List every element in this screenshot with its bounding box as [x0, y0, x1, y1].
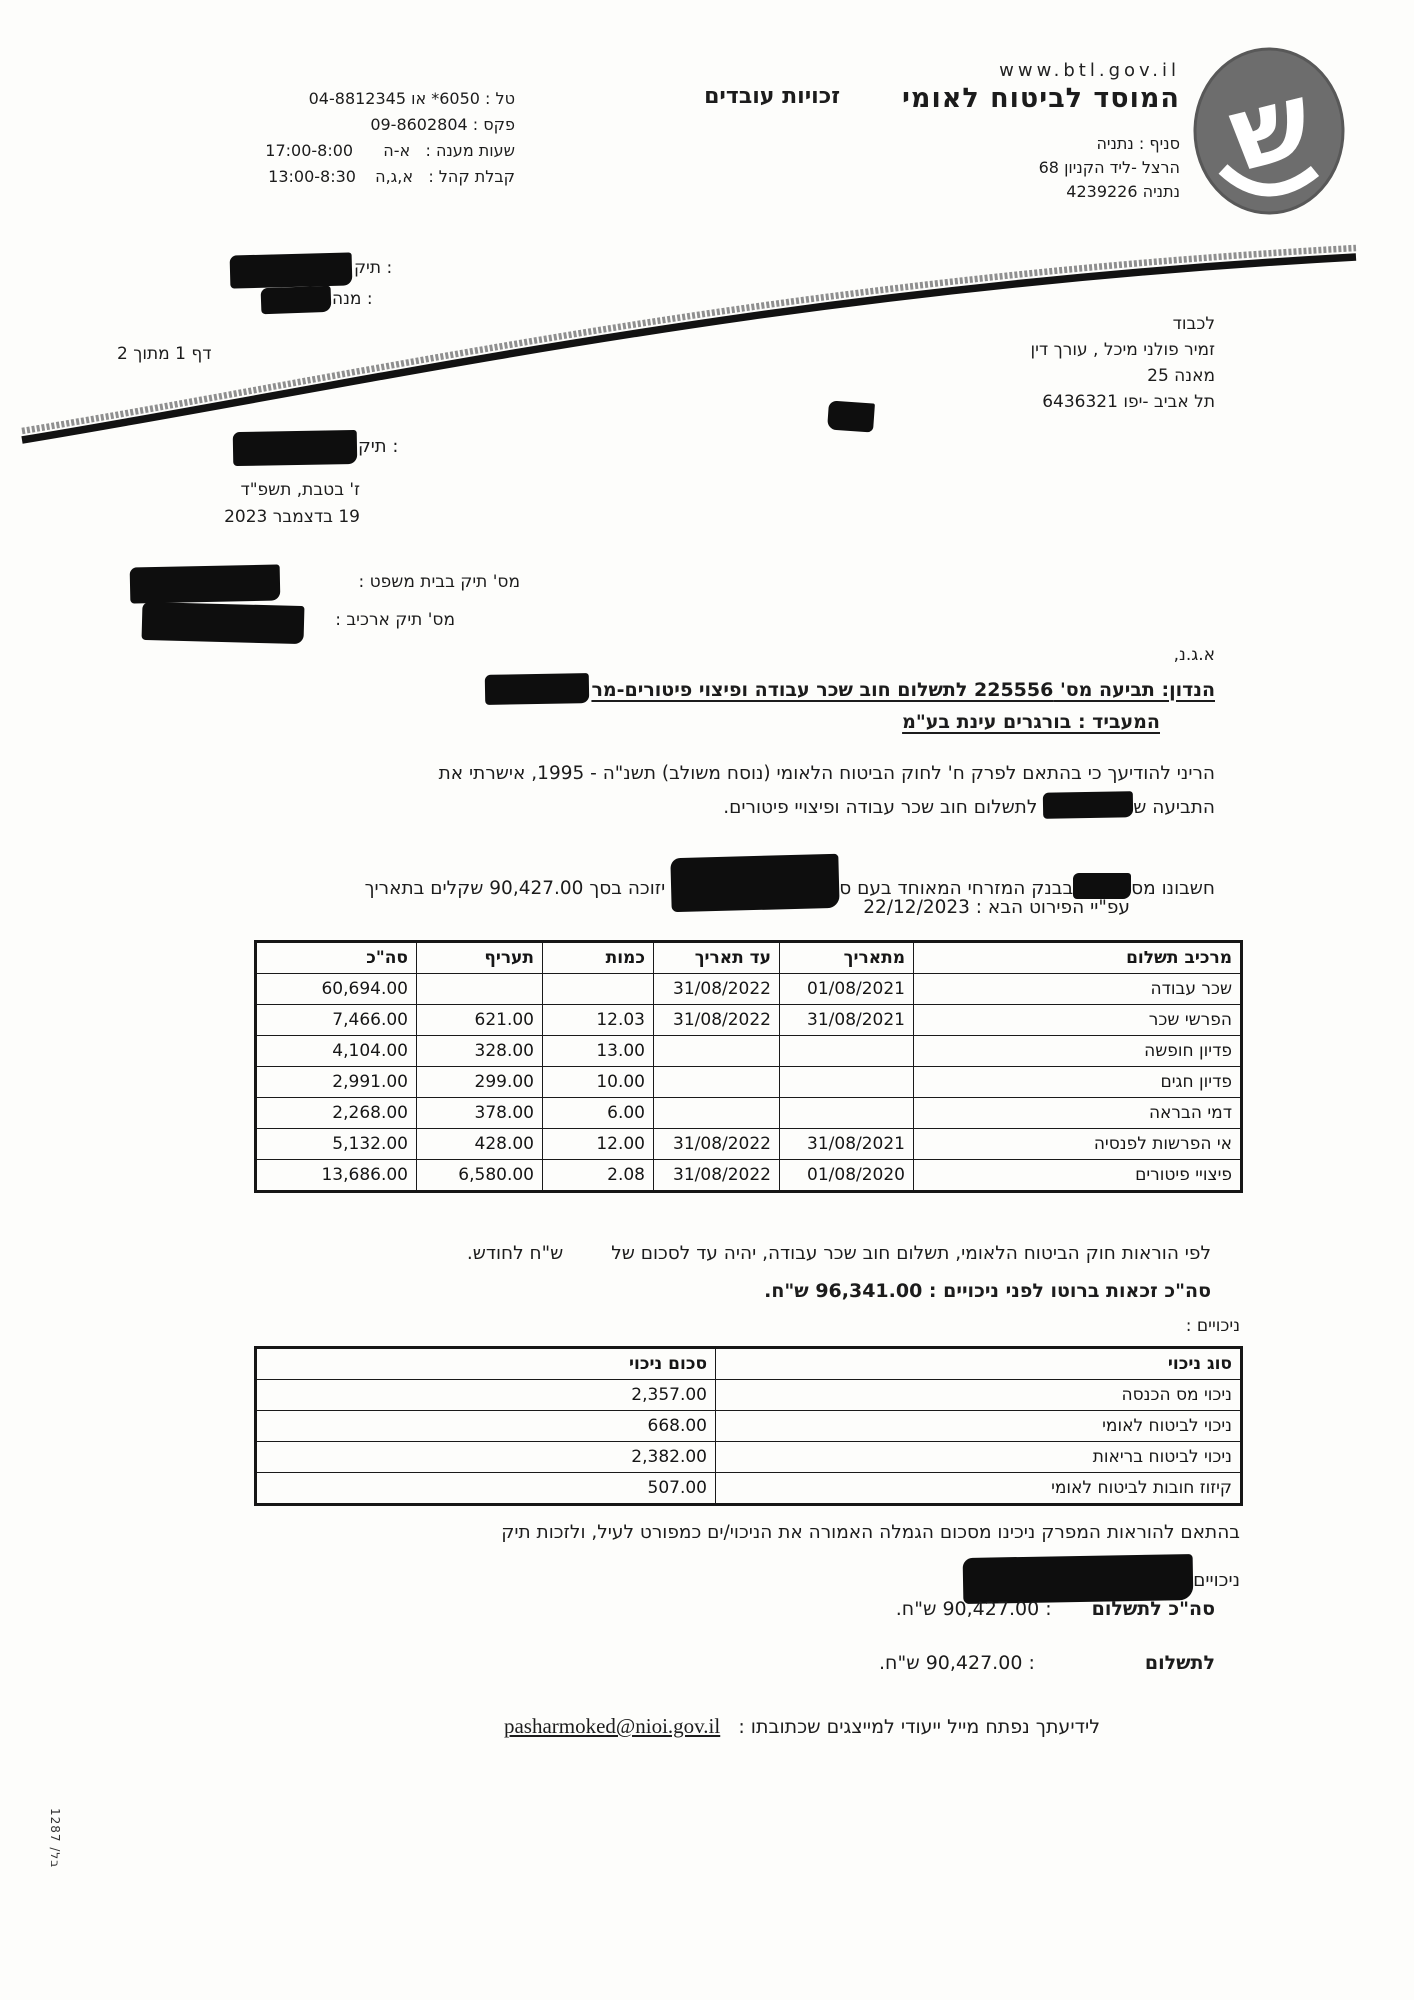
table-header-cell: מתאריך — [780, 942, 914, 974]
contact-block — [265, 86, 515, 190]
table-cell: 2,991.00 — [256, 1067, 417, 1098]
table-cell: ניכוי מס הכנסה — [716, 1380, 1242, 1411]
reception-time: 13:00-8:30 — [268, 167, 356, 186]
closing-line2 — [963, 1556, 1240, 1602]
table-cell: 4,104.00 — [256, 1036, 417, 1067]
table-cell: פיצויי פיטורים — [914, 1160, 1242, 1192]
table-cell — [417, 974, 543, 1005]
table-cell: 5,132.00 — [256, 1129, 417, 1160]
table-cell: 13,686.00 — [256, 1160, 417, 1192]
fax-line: פקס : 09-8602804 — [370, 115, 515, 134]
branch-name: סניף : נתניה — [1096, 134, 1180, 153]
salutation: א.ג.נ, — [1173, 645, 1215, 665]
footer-note-text: לידיעתך נפתח מייל ייעודי למייצגים שכתובתו : — [738, 1716, 1100, 1738]
gregorian-date: 19 בדצמבר 2023 — [224, 507, 360, 527]
table-row — [256, 1129, 1242, 1160]
table-cell: 31/08/2022 — [654, 1160, 780, 1192]
p2-l1-c: יזוכה בסך 90,427.00 שקלים בתאריך — [364, 878, 666, 899]
table-cell: 668.00 — [256, 1411, 716, 1442]
table-header-cell: מרכיב תשלום — [914, 942, 1242, 974]
table-cell: 10.00 — [543, 1067, 654, 1098]
table-cell — [654, 1098, 780, 1129]
table-cell: 6.00 — [543, 1098, 654, 1129]
p1-l2-before: התביעה ש — [1133, 797, 1215, 818]
case-file-label: תיק : — [358, 436, 399, 457]
table-cell: 2,268.00 — [256, 1098, 417, 1129]
phone-line: טל : 6050* או 04-8812345 — [308, 89, 515, 108]
table-cell: 2,357.00 — [256, 1380, 716, 1411]
table-cell: 621.00 — [417, 1005, 543, 1036]
table-cell: 60,694.00 — [256, 974, 417, 1005]
table-cell: הפרשי שכר — [914, 1005, 1242, 1036]
law-note-suffix: ש"ח לחודש. — [466, 1243, 564, 1264]
website-url: www.btl.gov.il — [999, 60, 1180, 81]
table-cell: 2.08 — [543, 1160, 654, 1192]
table-cell: 12.03 — [543, 1005, 654, 1036]
table-cell: 31/08/2021 — [780, 1005, 914, 1036]
hours-time: 17:00-8:00 — [265, 141, 354, 160]
p2-l1-b: בבנק המזרחי המאוחד בעם ס — [839, 878, 1074, 899]
table-header-cell: כמות — [543, 942, 654, 974]
table-cell: פדיון חופשה — [914, 1036, 1242, 1067]
payment-value: : 90,427.00 ש"ח. — [879, 1652, 1035, 1674]
table-cell: 13.00 — [543, 1036, 654, 1067]
table-cell — [543, 974, 654, 1005]
table-row — [256, 1005, 1242, 1036]
hours-days: א-ה — [383, 141, 411, 160]
file-number-label: תיק : — [354, 258, 393, 278]
recipient-name: זמיר פולני מיכל , עורך דין — [1030, 340, 1215, 360]
btl-logo-icon — [1193, 45, 1345, 217]
deductions-table-header-row — [256, 1348, 1242, 1380]
btl-logo — [1193, 45, 1345, 217]
recipient-redaction — [827, 400, 875, 432]
letter-dates — [224, 477, 360, 531]
recipient-city: תל אביב -יפו 6436321 — [1042, 392, 1215, 412]
batch-number-label: מנה : — [332, 289, 373, 309]
payment-table-header-row — [256, 942, 1242, 974]
table-cell — [780, 1098, 914, 1129]
deduction-file-redaction — [963, 1554, 1194, 1604]
branch-city-zip: נתניה 4239226 — [1066, 182, 1180, 201]
support-email: pasharmoked@nioi.gov.il — [503, 1714, 721, 1738]
reception-line — [265, 164, 515, 190]
table-cell: 31/08/2022 — [654, 1129, 780, 1160]
page-indicator: דף 1 מתוך 2 — [117, 344, 212, 364]
total-payment-line — [896, 1598, 1215, 1620]
table-row — [256, 1036, 1242, 1067]
table-cell: 12.00 — [543, 1129, 654, 1160]
branch-address: הרצל -ליד הקניון 68 — [1038, 158, 1180, 177]
table-cell: 299.00 — [417, 1067, 543, 1098]
table-cell: ניכוי לביטוח לאומי — [716, 1411, 1242, 1442]
table-cell: 7,466.00 — [256, 1005, 417, 1036]
table-cell: 428.00 — [417, 1129, 543, 1160]
table-cell: שכר עבודה — [914, 974, 1242, 1005]
table-header-cell: סכום ניכוי — [256, 1348, 716, 1380]
archive-file-label: מס' תיק ארכיב : — [335, 610, 455, 630]
gross-total-line: סה"כ זכאות ברוטו לפני ניכויים : 96,341.00 ש"ח. — [764, 1280, 1211, 1302]
deduction-file-word: ניכויים — [1193, 1570, 1240, 1591]
file-number-redaction — [230, 252, 353, 288]
law-note-prefix: לפי הוראות חוק הביטוח הלאומי, תשלום חוב שכר עבודה, יהיה עד לסכום של — [611, 1243, 1211, 1264]
table-row — [256, 1411, 1242, 1442]
table-row — [256, 1473, 1242, 1505]
employer-text: המעביד : בורגרים עינת בע"מ — [902, 711, 1160, 733]
svg-text:ש: ש — [1216, 57, 1323, 196]
credit-date: 22/12/2023 — [863, 897, 970, 918]
recipient-salute: לכבוד — [1172, 314, 1215, 334]
subject-text: הנדון: תביעה מס' 225556 לתשלום חוב שכר עבודה ופיצוי פיטורים-מר — [591, 679, 1215, 701]
table-header-cell: סה"כ — [256, 942, 417, 974]
body-p1-line1: הריני להודיעך כי בהתאם לפרק ח' לחוק הביטוח הלאומי (נוסח משולב) תשנ"ה - 1995, אישרתי את — [438, 763, 1215, 784]
branch-name-redaction — [671, 854, 840, 912]
hebrew-date: ז' בטבת, תשפ"ד — [240, 480, 360, 500]
table-cell — [654, 1067, 780, 1098]
recipient-block — [1031, 311, 1216, 415]
payment-table — [254, 940, 1243, 1193]
footer-note-line — [504, 1714, 1100, 1739]
account-number-redaction — [1073, 873, 1131, 899]
p2-l2-rest: עפ"יי הפירוט הבא : — [975, 897, 1130, 918]
table-cell: 01/08/2020 — [780, 1160, 914, 1192]
table-row — [256, 974, 1242, 1005]
hours-label: שעות מענה : — [425, 141, 515, 160]
archive-file-redaction — [142, 602, 305, 644]
court-file-label: מס' תיק בבית משפט : — [358, 572, 520, 592]
hours-line — [265, 138, 515, 164]
court-file-redaction — [130, 564, 281, 603]
org-name: המוסד לביטוח לאומי — [901, 83, 1180, 114]
department-title: זכויות עובדים — [704, 84, 840, 109]
table-cell: 6,580.00 — [417, 1160, 543, 1192]
p1-l2-after: לתשלום חוב שכר עבודה ופיצויי פיטורים. — [723, 797, 1038, 818]
form-code: בל/ 1287 — [48, 1808, 62, 1869]
payment-label: לתשלום — [1144, 1652, 1215, 1674]
recipient-street: מאנה 25 — [1147, 366, 1215, 386]
table-header-cell: תעריף — [417, 942, 543, 974]
table-cell: ניכוי לביטוח בריאות — [716, 1442, 1242, 1473]
table-cell: דמי הבראה — [914, 1098, 1242, 1129]
body-p1-line2 — [723, 792, 1215, 818]
case-file-redaction — [233, 430, 358, 466]
claimant-name-redaction — [1043, 791, 1133, 819]
table-row — [256, 1380, 1242, 1411]
closing-line1: בהתאם להוראות המפרק ניכינו מסכום הגמלה האמורה את הניכוי/ים כמפורט לעיל, ולזכות תיק — [501, 1522, 1240, 1543]
table-row — [256, 1442, 1242, 1473]
table-row — [256, 1067, 1242, 1098]
table-cell: 31/08/2022 — [654, 974, 780, 1005]
deductions-table — [254, 1346, 1243, 1506]
table-header-cell: עד תאריך — [654, 942, 780, 974]
deductions-title: ניכויים : — [1185, 1316, 1240, 1336]
subject-line-2 — [902, 711, 1160, 733]
table-cell: פדיון חגים — [914, 1067, 1242, 1098]
law-note-line — [467, 1243, 1211, 1264]
letterhead-right — [902, 60, 1180, 201]
table-cell: 507.00 — [256, 1473, 716, 1505]
reception-days: א,ג,ה — [375, 167, 414, 186]
table-cell: אי הפרשות לפנסיה — [914, 1129, 1242, 1160]
table-cell: 378.00 — [417, 1098, 543, 1129]
table-cell: קיזוז חובות לביטוח לאומי — [716, 1473, 1242, 1505]
table-row — [256, 1160, 1242, 1192]
payment-line — [879, 1652, 1215, 1674]
table-row — [256, 1098, 1242, 1129]
total-payment-value: : 90,427.00 ש"ח. — [895, 1598, 1052, 1620]
table-cell — [780, 1067, 914, 1098]
reception-label: קבלת קהל : — [428, 167, 515, 186]
table-cell: 31/08/2022 — [654, 1005, 780, 1036]
p2-l1-a: חשבונו מס — [1131, 878, 1215, 899]
total-payment-label: סה"כ לתשלום — [1091, 1598, 1215, 1620]
table-header-cell: סוג ניכוי — [716, 1348, 1242, 1380]
table-cell: 01/08/2021 — [780, 974, 914, 1005]
batch-number-redaction — [261, 286, 332, 314]
table-cell: 2,382.00 — [256, 1442, 716, 1473]
subject-line-1 — [485, 674, 1215, 704]
body-p2-line2 — [863, 897, 1130, 918]
subject-name-redaction — [485, 673, 590, 705]
table-cell — [654, 1036, 780, 1067]
table-cell: 328.00 — [417, 1036, 543, 1067]
table-cell — [780, 1036, 914, 1067]
table-cell: 31/08/2021 — [780, 1129, 914, 1160]
